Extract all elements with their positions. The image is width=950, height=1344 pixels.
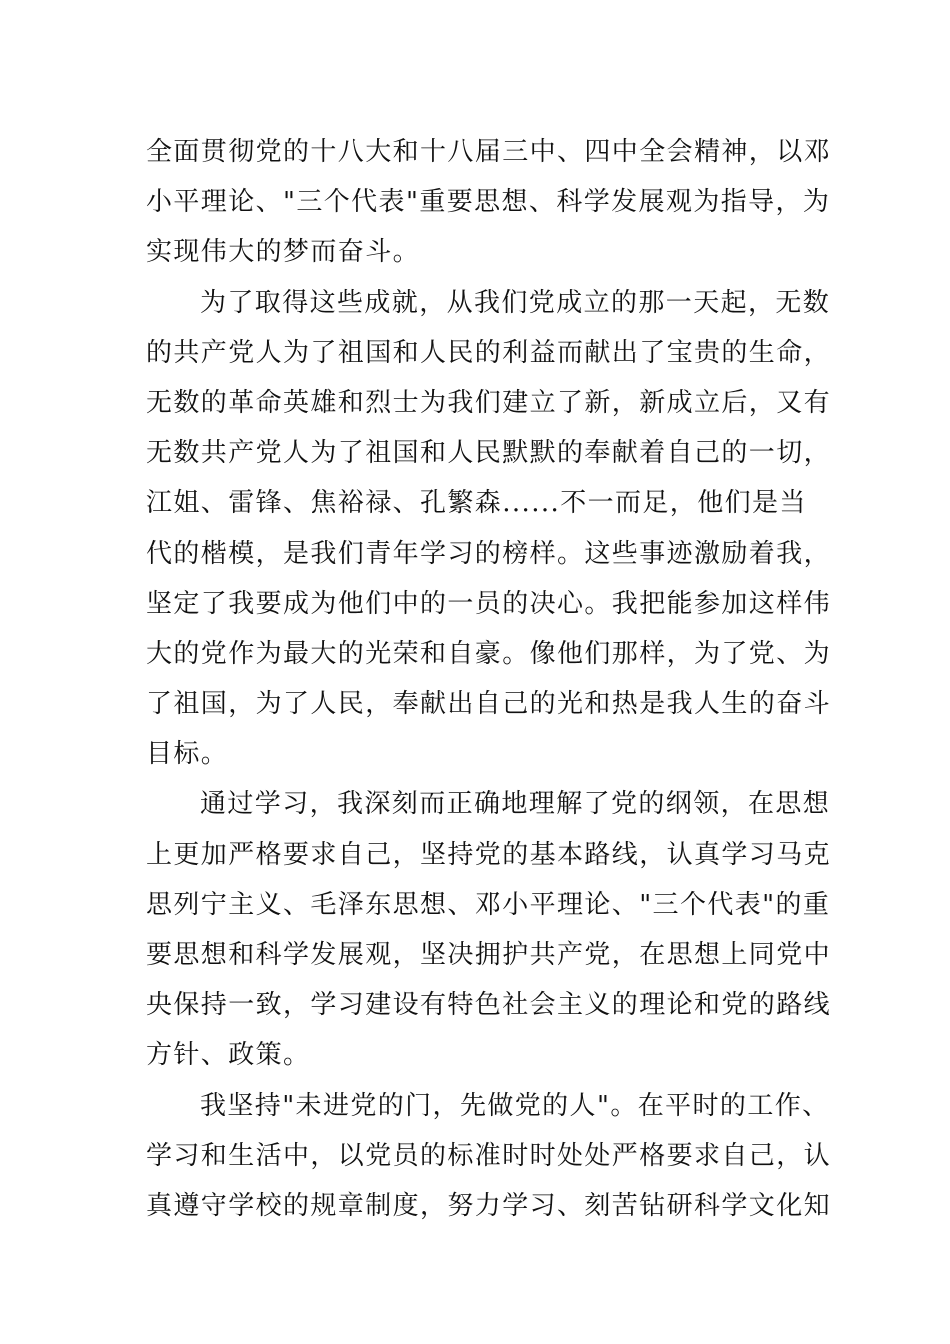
document-body	[146, 127, 832, 1231]
text-line: 实现伟大的梦而奋斗。	[146, 237, 421, 268]
text-line: 全面贯彻党的十八大和十八届三中、四中全会精神，以邓	[146, 137, 832, 167]
paragraph-2	[146, 278, 832, 780]
text-line: 央保持一致，学习建设有特色社会主义的理论和党的路线	[146, 990, 832, 1021]
text-line: 为了取得这些成就，从我们党成立的那一天起，无数	[200, 287, 831, 318]
text-line: 目标。	[146, 739, 229, 770]
text-line: 方针、政策。	[146, 1040, 311, 1071]
text-line: 思列宁主义、毛泽东思想、邓小平理论、"三个代表"的重	[146, 889, 831, 920]
text-line: 代的楷模，是我们青年学习的榜样。这些事迹激励着我，	[146, 538, 832, 569]
paragraph-3	[146, 779, 832, 1080]
text-line: 大的党作为最大的光荣和自豪。像他们那样，为了党、为	[146, 638, 832, 669]
text-line: 真遵守学校的规章制度，努力学习、刻苦钻研科学文化知	[146, 1190, 832, 1221]
paragraph-4	[146, 1081, 832, 1232]
text-line: 学习和生活中，以党员的标准时时处处严格要求自己，认	[146, 1140, 832, 1171]
text-line: 江姐、雷锋、焦裕禄、孔繁森......不一而足，他们是当	[146, 488, 807, 519]
text-line: 我坚持"未进党的门，先做党的人"。在平时的工作、	[200, 1090, 830, 1121]
text-line: 无数共产党人为了祖国和人民默默的奉献着自己的一切，	[146, 438, 832, 469]
text-line: 坚定了我要成为他们中的一员的决心。我把能参加这样伟	[146, 588, 832, 619]
text-line: 上更加严格要求自己，坚持党的基本路线，认真学习马克	[146, 839, 832, 870]
text-line: 的共产党人为了祖国和人民的利益而献出了宝贵的生命，	[146, 337, 832, 368]
text-line: 要思想和科学发展观，坚决拥护共产党，在思想上同党中	[146, 940, 832, 970]
text-line: 无数的革命英雄和烈士为我们建立了新，新成立后，又有	[146, 387, 832, 418]
paragraph-1	[146, 127, 832, 278]
text-line: 通过学习，我深刻而正确地理解了党的纲领，在思想	[200, 789, 831, 820]
text-line: 小平理论、"三个代表"重要思想、科学发展观为指导，为	[146, 187, 831, 218]
text-line: 了祖国，为了人民，奉献出自己的光和热是我人生的奋斗	[146, 689, 832, 720]
